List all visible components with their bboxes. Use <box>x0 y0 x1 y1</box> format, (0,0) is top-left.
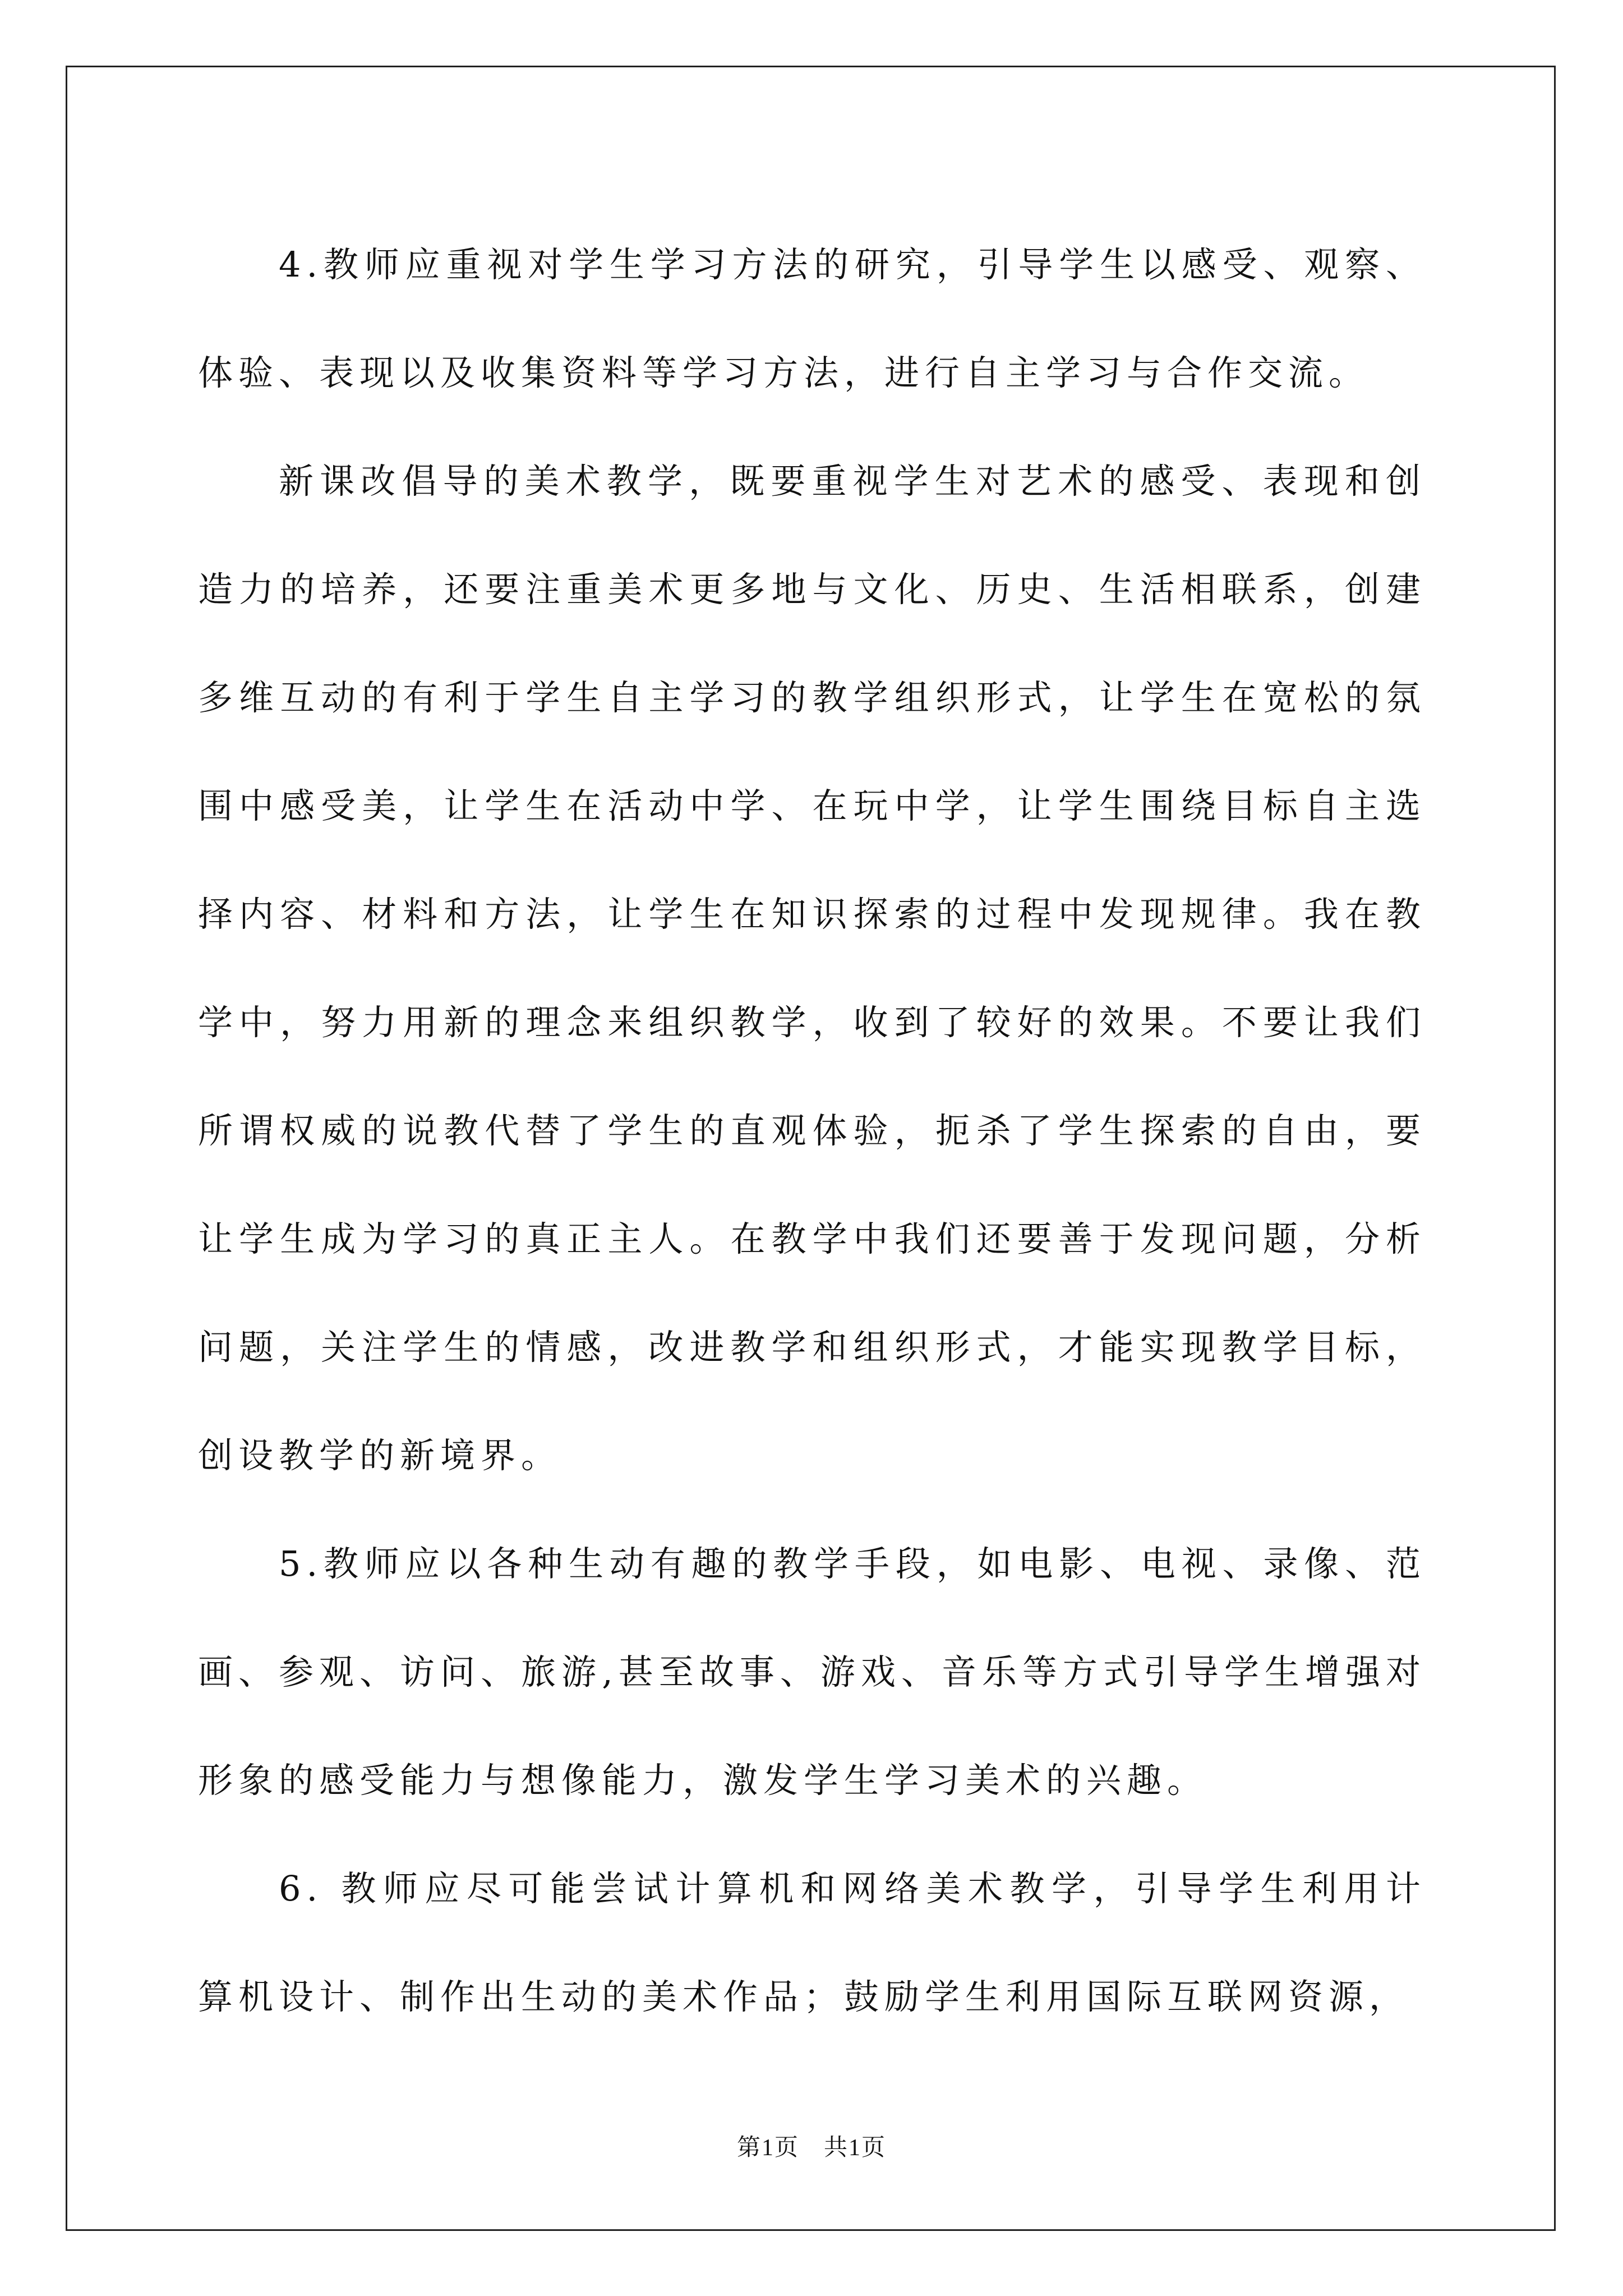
paragraph-new-curriculum: 新课改倡导的美术教学，既要重视学生对艺术的感受、表现和创造力的培养，还要注重美术更多地与文化、历史、生活相联系，创建多维互动的有利于学生自主学习的教学组织形式，让学生在宽松的氛围中感受美，让学生在活动中学、在玩中学，让学生围绕目标自主选择内容、材料和方法，让学生在知识探索的过程中发现规律。我在教学中，努力用新的理念来组织教学，收到了较好的效果。不要让我们所谓权威的说教代替了学生的直观体验，扼杀了学生探索的自由，要让学生成为学习的真正主人。在教学中我们还要善于发现问题，分析问题，关注学生的情感，改进教学和组织形式，才能实现教学目标，创设教学的新境界。 <box>198 461 1426 1476</box>
paragraph-item-5: 5.教师应以各种生动有趣的教学手段，如电影、电视、录像、范画、参观、访问、旅游,甚至故事、游戏、音乐等方式引导学生增强对形象的感受能力与想像能力，激发学生学习美术的兴趣。 <box>198 1543 1426 1801</box>
paragraph-item-6: 6. 教师应尽可能尝试计算机和网络美术教学，引导学生利用计算机设计、制作出生动的美术作品；鼓励学生利用国际互联网资源， <box>198 1868 1426 2017</box>
paragraph-item-4: 4.教师应重视对学生学习方法的研究，引导学生以感受、观察、体验、表现以及收集资料等学习方法，进行自主学习与合作交流。 <box>198 244 1426 393</box>
document-body <box>198 210 1426 2051</box>
page-footer: 第1页 共1页 <box>736 2135 886 2161</box>
